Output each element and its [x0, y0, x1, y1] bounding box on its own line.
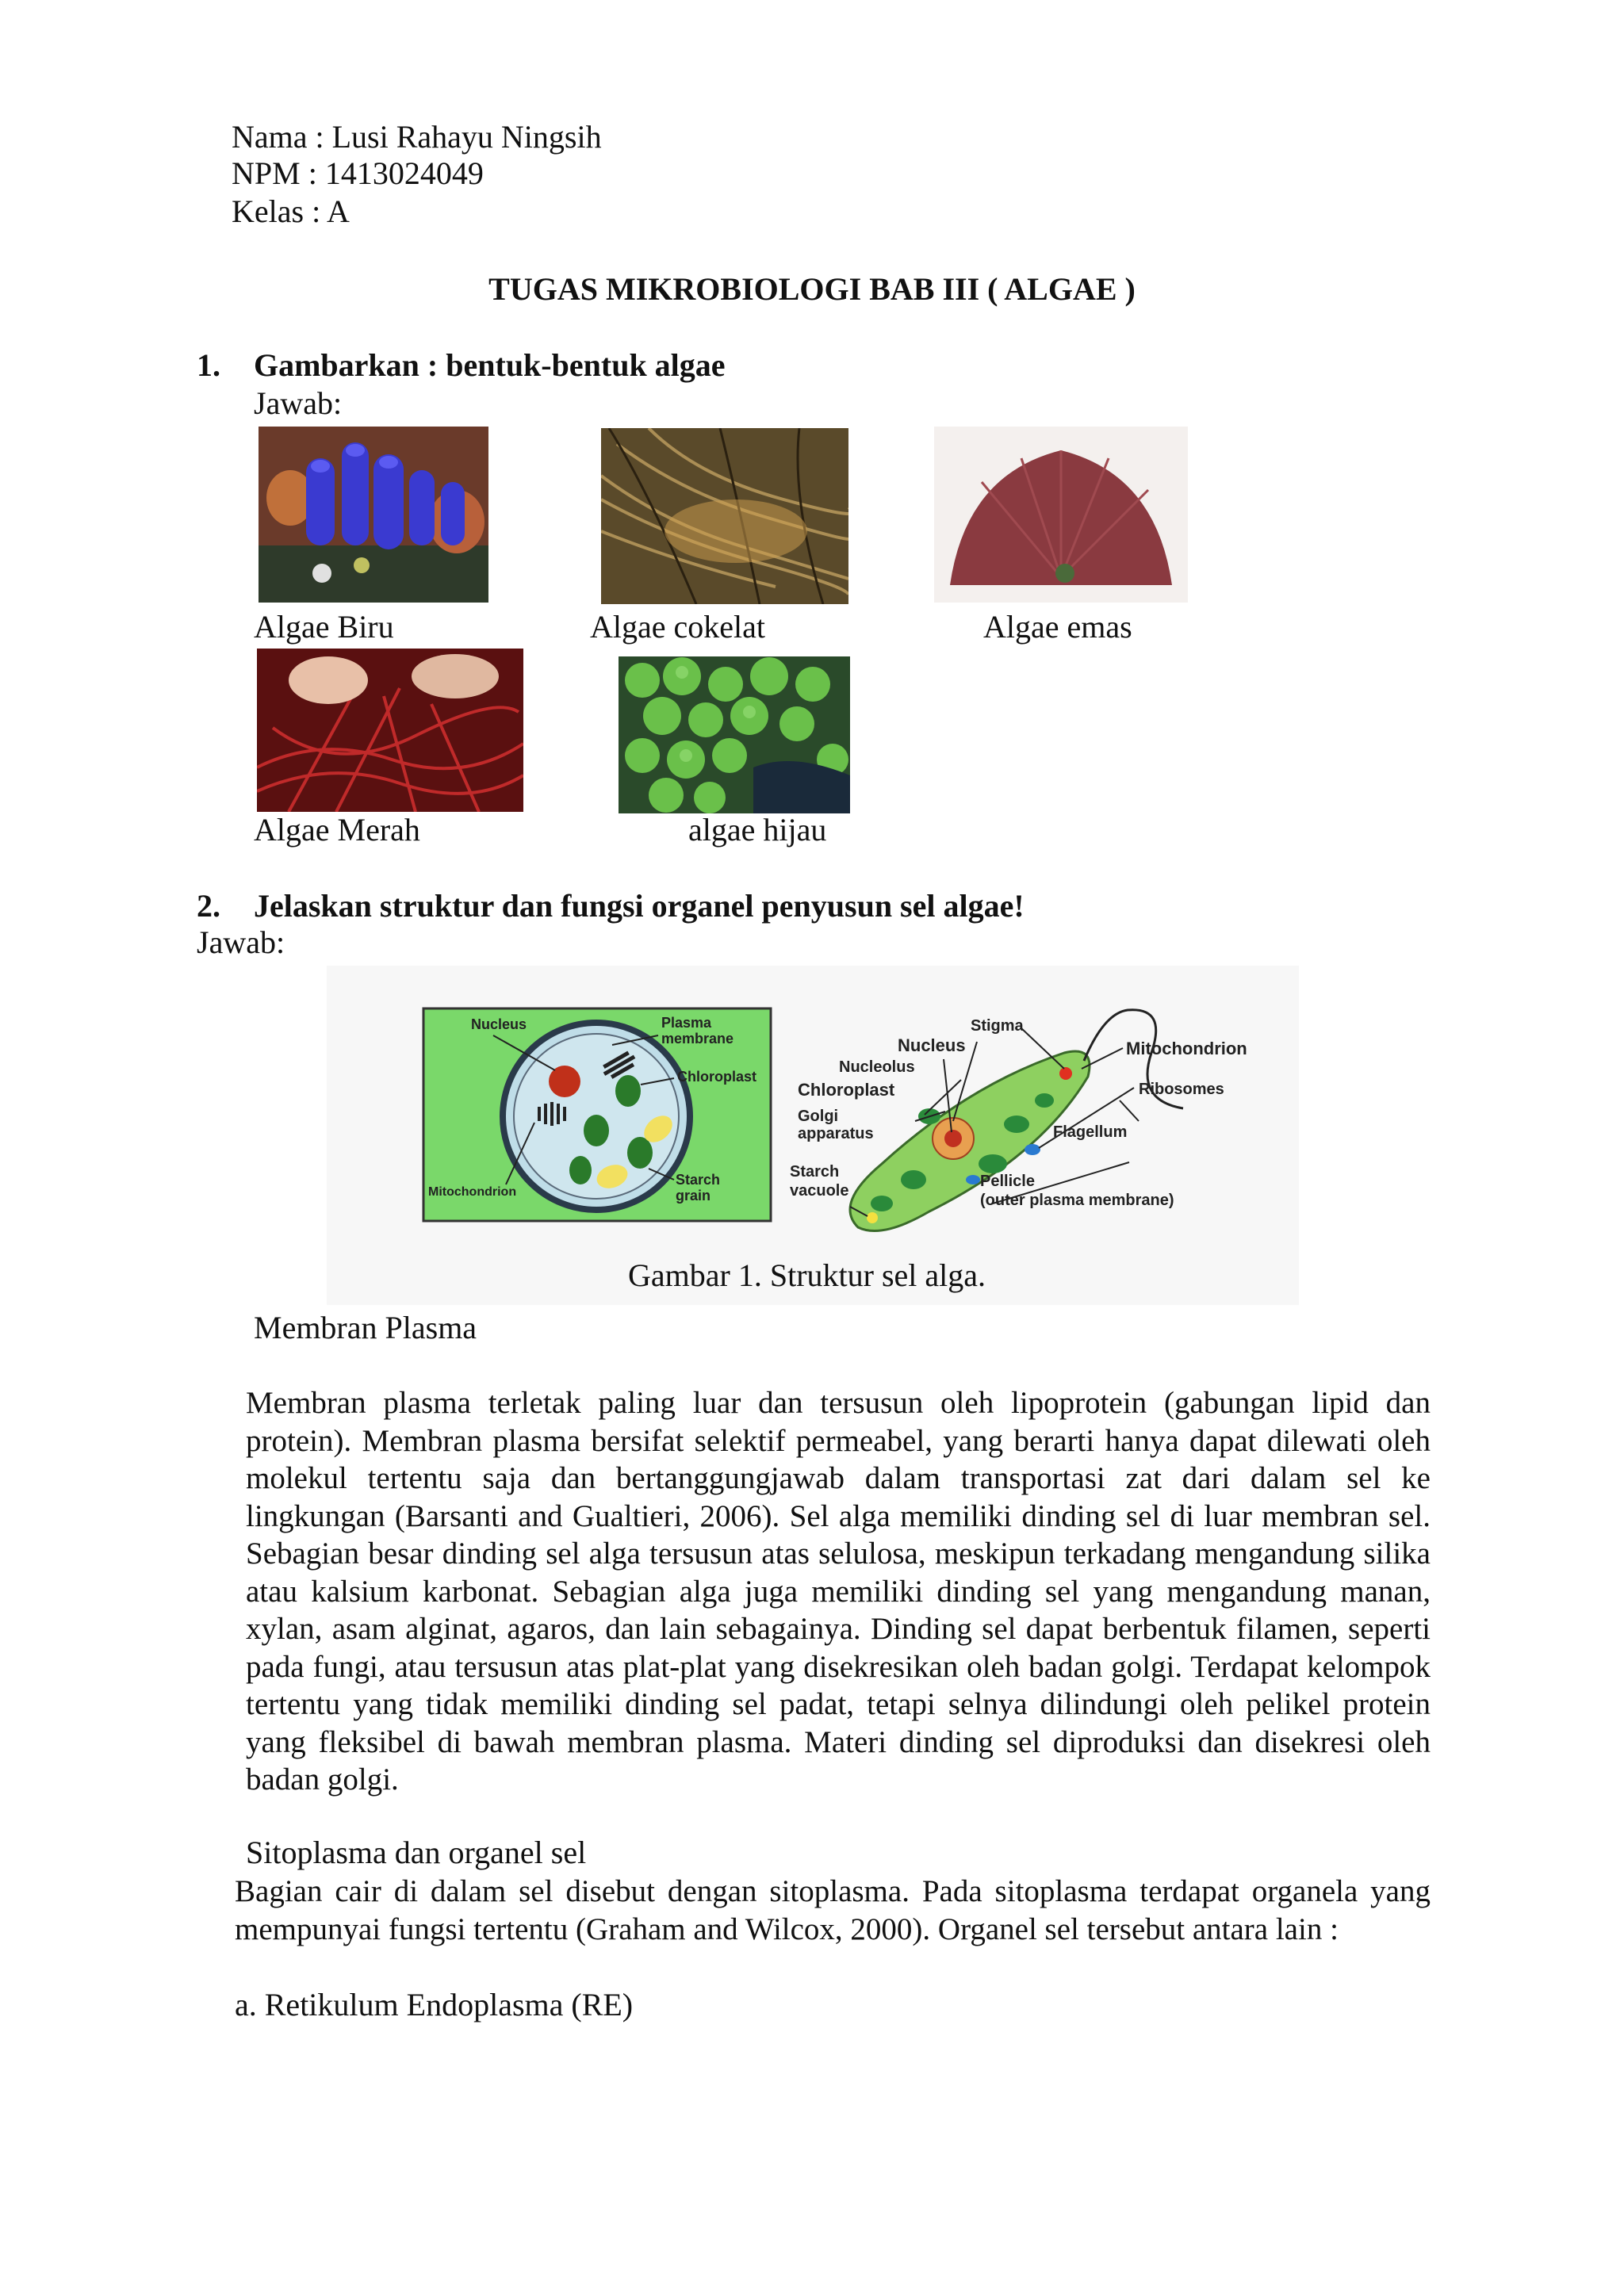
q1-number: 1. — [197, 347, 220, 383]
caption-algae-merah: Algae Merah — [254, 812, 420, 848]
label-plasma-2: membrane — [661, 1031, 734, 1047]
label-flagellum: Flagellum — [1053, 1123, 1128, 1141]
item-retikulum-endoplasma: a. Retikulum Endoplasma (RE) — [235, 1987, 634, 2022]
label-starch-2: grain — [676, 1188, 711, 1203]
caption-algae-biru: Algae Biru — [254, 609, 394, 645]
q2-answer-label: Jawab: — [197, 924, 285, 960]
q2-number: 2. — [197, 888, 220, 924]
label-pellicle-1: Pellicle — [980, 1173, 1035, 1190]
student-class: Kelas : A — [232, 193, 350, 229]
student-npm: NPM : 1413024049 — [232, 155, 484, 191]
label-plasma-1: Plasma — [661, 1015, 712, 1031]
label-starch-vac-1: Starch — [790, 1163, 840, 1181]
green-algae-photo — [619, 656, 850, 813]
label-starch-vac-2: vacuole — [790, 1182, 849, 1200]
heading-membran-plasma: Membran Plasma — [254, 1310, 477, 1345]
page-title: TUGAS MIKROBIOLOGI BAB III ( ALGAE ) — [488, 271, 1136, 307]
label-chloroplast: Chloroplast — [677, 1069, 757, 1085]
label-stigma: Stigma — [971, 1017, 1024, 1035]
label-mitochondrion-r: Mitochondrion — [1126, 1039, 1247, 1058]
label-chloroplast-r: Chloroplast — [798, 1080, 895, 1100]
label-starch-1: Starch — [676, 1172, 721, 1188]
label-pellicle-2: (outer plasma membrane) — [980, 1192, 1174, 1209]
q2-question: Jelaskan struktur dan fungsi organel penyusun sel algae! — [254, 888, 1025, 924]
red-algae-photo — [257, 649, 523, 812]
label-mitochondrion: Mitochondrion — [428, 1185, 517, 1199]
brown-algae-photo — [601, 428, 848, 604]
q1-question: Gambarkan : bentuk-bentuk algae — [254, 347, 726, 383]
paragraph-sitoplasma: Bagian cair di dalam sel disebut dengan sitoplasma. Pada sitoplasma terdapat organela yang mempunyai fungsi tertentu (Graham and Wilcox, 2000). Organel sel tersebut antara lain : — [235, 1874, 1431, 1946]
label-nucleolus: Nucleolus — [839, 1058, 915, 1076]
caption-algae-emas: Algae emas — [983, 609, 1132, 645]
label-nucleus: Nucleus — [471, 1016, 527, 1032]
caption-algae-hijau: algae hijau — [688, 812, 827, 848]
heading-sitoplasma: Sitoplasma dan organel sel — [246, 1835, 587, 1870]
figure-caption: Gambar 1. Struktur sel alga. — [628, 1257, 986, 1293]
label-golgi-2: apparatus — [798, 1125, 874, 1142]
label-nucleus-r: Nucleus — [898, 1035, 966, 1055]
label-golgi-1: Golgi — [798, 1108, 839, 1125]
cell-diagrams — [327, 966, 1299, 1235]
caption-algae-cokelat: Algae cokelat — [590, 609, 765, 645]
blue-algae-photo — [259, 427, 488, 603]
paragraph-membran-plasma: Membran plasma terletak paling luar dan tersusun oleh lipoprotein (gabungan lipid dan protein). Membran plasma bersifat selektif permeabel, yang berarti hanya dapat dilewati oleh molekul tertentu saja dan bertanggungjawab dalam transportasi zat dari dalam sel ke lingkungan (Barsanti and Gualtieri, 2006). Sel alga memiliki dinding sel di luar membran sel. Sebagian besar dinding sel alga tersusun atas selulosa, meskipun terkadang mengandung silika atau kalsium karbonat. Sebagian alga juga memiliki dinding sel yang mengandung manan, xylan, asam alginat, agaros, dan lain sebagainya. Dinding sel dapat berbentuk filamen, seperti pada fungi, atau tersusun atas plat-plat yang disekresikan oleh badan golgi. Terdapat kelompok tertentu yang tidak memiliki dinding sel padat, tetapi selnya dilindungi oleh pelikel protein yang fleksibel di bawah membran plasma. Materi dinding sel diproduksi dan disekresi oleh badan golgi. — [246, 1386, 1431, 1797]
golden-algae-photo — [934, 427, 1188, 603]
q1-answer-label: Jawab: — [254, 385, 343, 421]
label-ribosomes: Ribosomes — [1139, 1081, 1224, 1098]
student-name: Nama : Lusi Rahayu Ningsih — [232, 119, 602, 155]
